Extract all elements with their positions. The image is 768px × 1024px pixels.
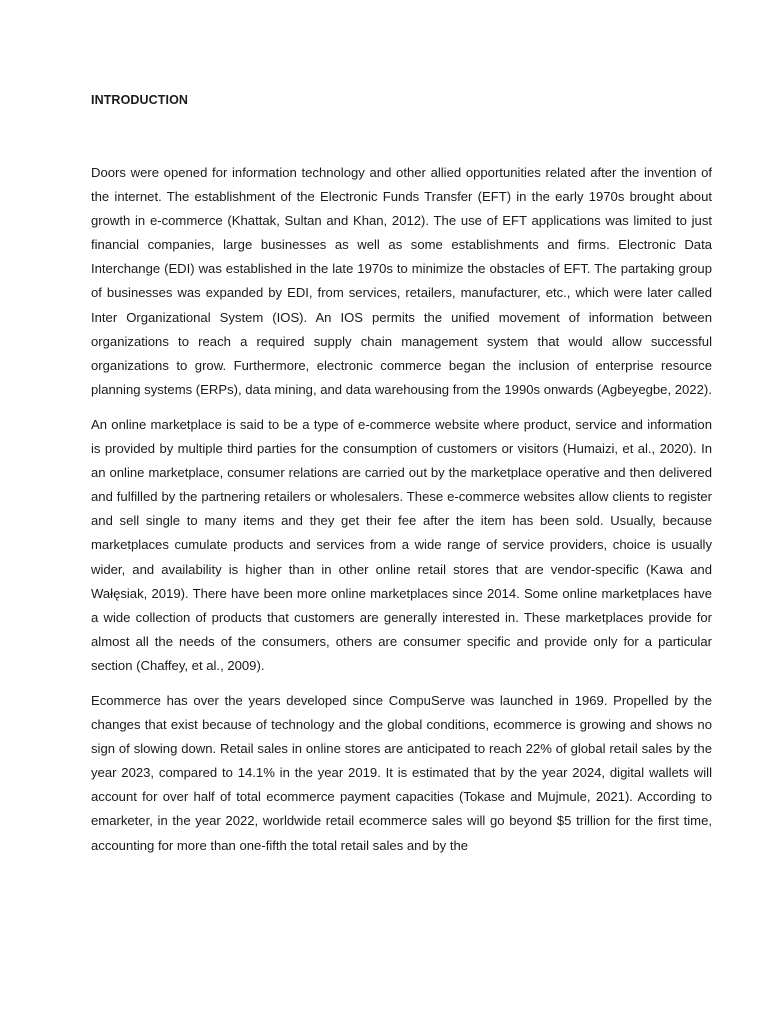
paragraph-online-marketplace: An online marketplace is said to be a type of e-commerce website where product, service and information is provided by multiple third parties for the consumption of customers or visitors (Humaizi, et al., 2020). In an online marketplace, consumer relations are carried out by the marketplace operative and then delivered and fulfilled by the partnering retailers or wholesalers. These e-commerce websites allow clients to register and sell single to many items and they get their fee after the item has been sold. Usually, because marketplaces cumulate products and services from a wide range of service providers, choice is usually wider, and availability is higher than in other online retail stores that are vendor-specific (Kawa and Wałęsiak, 2019). There have been more online marketplaces since 2014. Some online marketplaces have a wide collection of products that customers are generally interested in. These marketplaces provide for almost all the needs of the consumers, others are consumer specific and provide only for a particular section (Chaffey, et al., 2009).	[91, 416, 712, 673]
section-heading: INTRODUCTION	[91, 93, 189, 107]
document-body	[91, 161, 712, 869]
paragraph-ecommerce-growth: Ecommerce has over the years developed since CompuServe was launched in 1969. Propelled by the changes that exist because of technology and the global conditions, ecommerce is growing and shows no sign of slowing down. Retail sales in online stores are anticipated to reach 22% of global retail sales by the year 2023, compared to 14.1% in the year 2019. It is estimated that by the year 2024, digital wallets will account for over half of total ecommerce payment capacities (Tokase and Mujmule, 2021). According to emarketer, in the year 2022, worldwide retail ecommerce sales will go beyond $5 trillion for the first time, accounting for more than one-fifth the total retail sales and by the	[91, 692, 712, 853]
paragraph-ecommerce-history: Doors were opened for information technology and other allied opportunities related after the invention of the internet. The establishment of the Electronic Funds Transfer (EFT) in the early 1970s brought about growth in e-commerce (Khattak, Sultan and Khan, 2012). The use of EFT applications was limited to just financial companies, large businesses as well as some establishments and firms. Electronic Data Interchange (EDI) was established in the late 1970s to minimize the obstacles of EFT. The partaking group of businesses was expanded by EDI, from services, retailers, manufacturer, etc., which were later called Inter Organizational System (IOS). An IOS permits the unified movement of information between organizations to reach a required supply chain management system that would allow successful organizations to grow. Furthermore, electronic commerce began the inclusion of enterprise resource planning systems (ERPs), data mining, and data warehousing from the 1990s onwards (Agbeyegbe, 2022).	[91, 165, 712, 397]
